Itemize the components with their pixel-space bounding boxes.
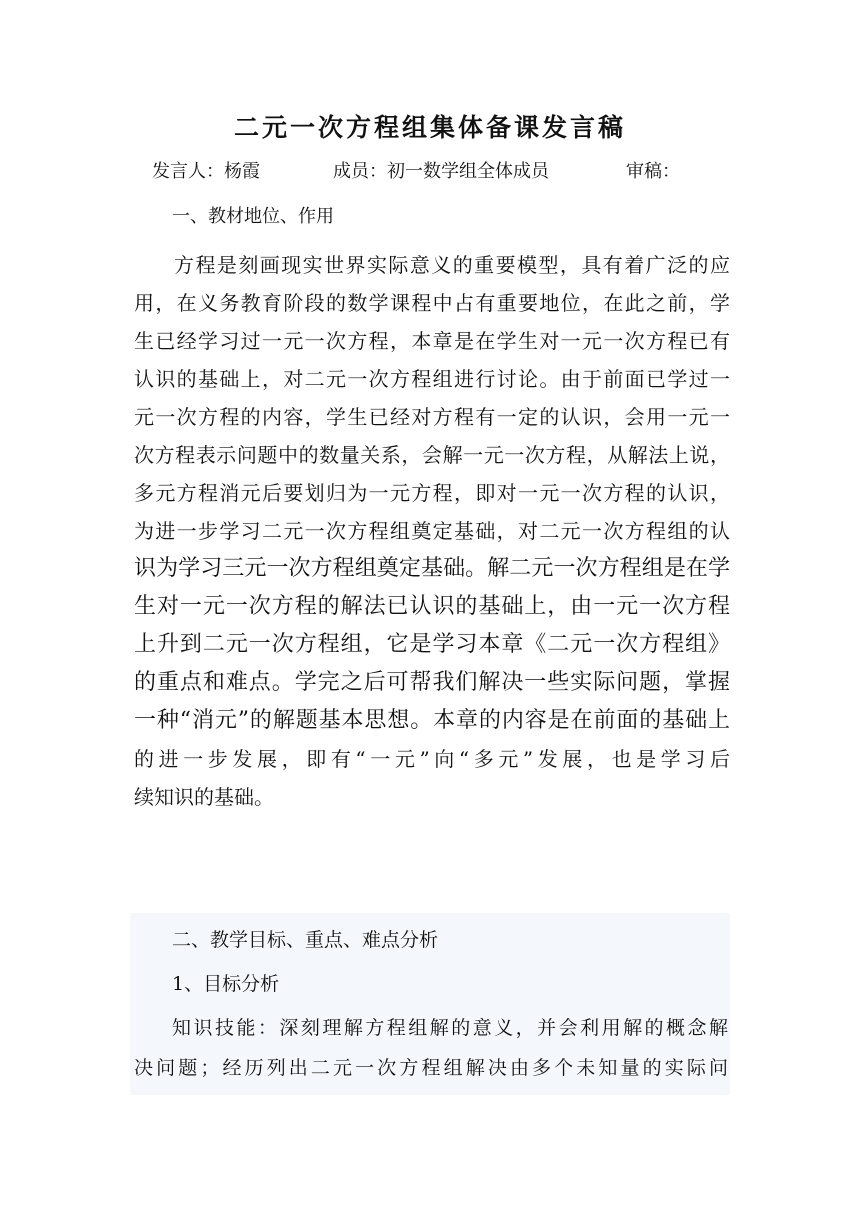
paragraph-line: 生已经学习过一元一次方程，本章是在学生对一元一次方程已有 xyxy=(134,329,730,353)
section-1-body xyxy=(134,246,730,816)
paragraph-line: 一种“消元”的解题基本思想。本章的内容是在前面的基础上 xyxy=(134,708,730,733)
section-1-heading: 一、教材地位、作用 xyxy=(172,206,334,227)
paragraph-line: 的进一步发展，即有“一元”向“多元”发展，也是学习后 xyxy=(134,747,730,771)
members-label: 成员：初一数学组全体成员 xyxy=(333,161,549,182)
paragraph-line: 续知识的基础。 xyxy=(134,785,274,809)
paragraph-line: 生对一元一次方程的解法已认识的基础上，由一元一次方程 xyxy=(134,594,730,619)
paragraph-line: 次方程表示问题中的数量关系，会解一元一次方程，从解法上说， xyxy=(134,443,730,467)
paragraph-line: 多元方程消元后要划归为一元方程，即对一元一次方程的认识， xyxy=(134,481,730,505)
meta-line xyxy=(0,157,860,187)
paragraph-line: 知识技能：深刻理解方程组解的意义，并会利用解的概念解 xyxy=(172,1017,728,1039)
paragraph-line: 为进一步学习二元一次方程组奠定基础，对二元一次方程组的认 xyxy=(134,519,730,543)
section-2-heading: 二、教学目标、重点、难点分析 xyxy=(172,929,439,951)
paragraph-line: 认识的基础上，对二元一次方程组进行讨论。由于前面已学过一 xyxy=(134,367,730,391)
paragraph-line: 决问题；经历列出二元一次方程组解决由多个未知量的实际问 xyxy=(134,1057,728,1079)
document-title: 二元一次方程组集体备课发言稿 xyxy=(233,113,626,142)
paragraph-line: 用，在义务教育阶段的数学课程中占有重要地位，在此之前，学 xyxy=(134,291,730,315)
speaker-label: 发言人：杨霞 xyxy=(152,161,260,182)
section-2-block xyxy=(130,913,730,1095)
section-2-subheading: 1、目标分析 xyxy=(172,973,280,995)
paragraph-line: 元一次方程的内容，学生已经对方程有一定的认识，会用一元一 xyxy=(134,405,730,429)
paragraph-line: 上升到二元一次方程组，它是学习本章《二元一次方程组》 xyxy=(134,632,730,657)
reviewer-label: 审稿： xyxy=(626,161,680,182)
paragraph-line: 识为学习三元一次方程组奠定基础。解二元一次方程组是在学 xyxy=(134,556,730,581)
paragraph-line: 方程是刻画现实世界实际意义的重要模型，具有着广泛的应 xyxy=(174,253,730,277)
paragraph-line: 的重点和难点。学完之后可帮我们解决一些实际问题，掌握 xyxy=(134,670,730,695)
